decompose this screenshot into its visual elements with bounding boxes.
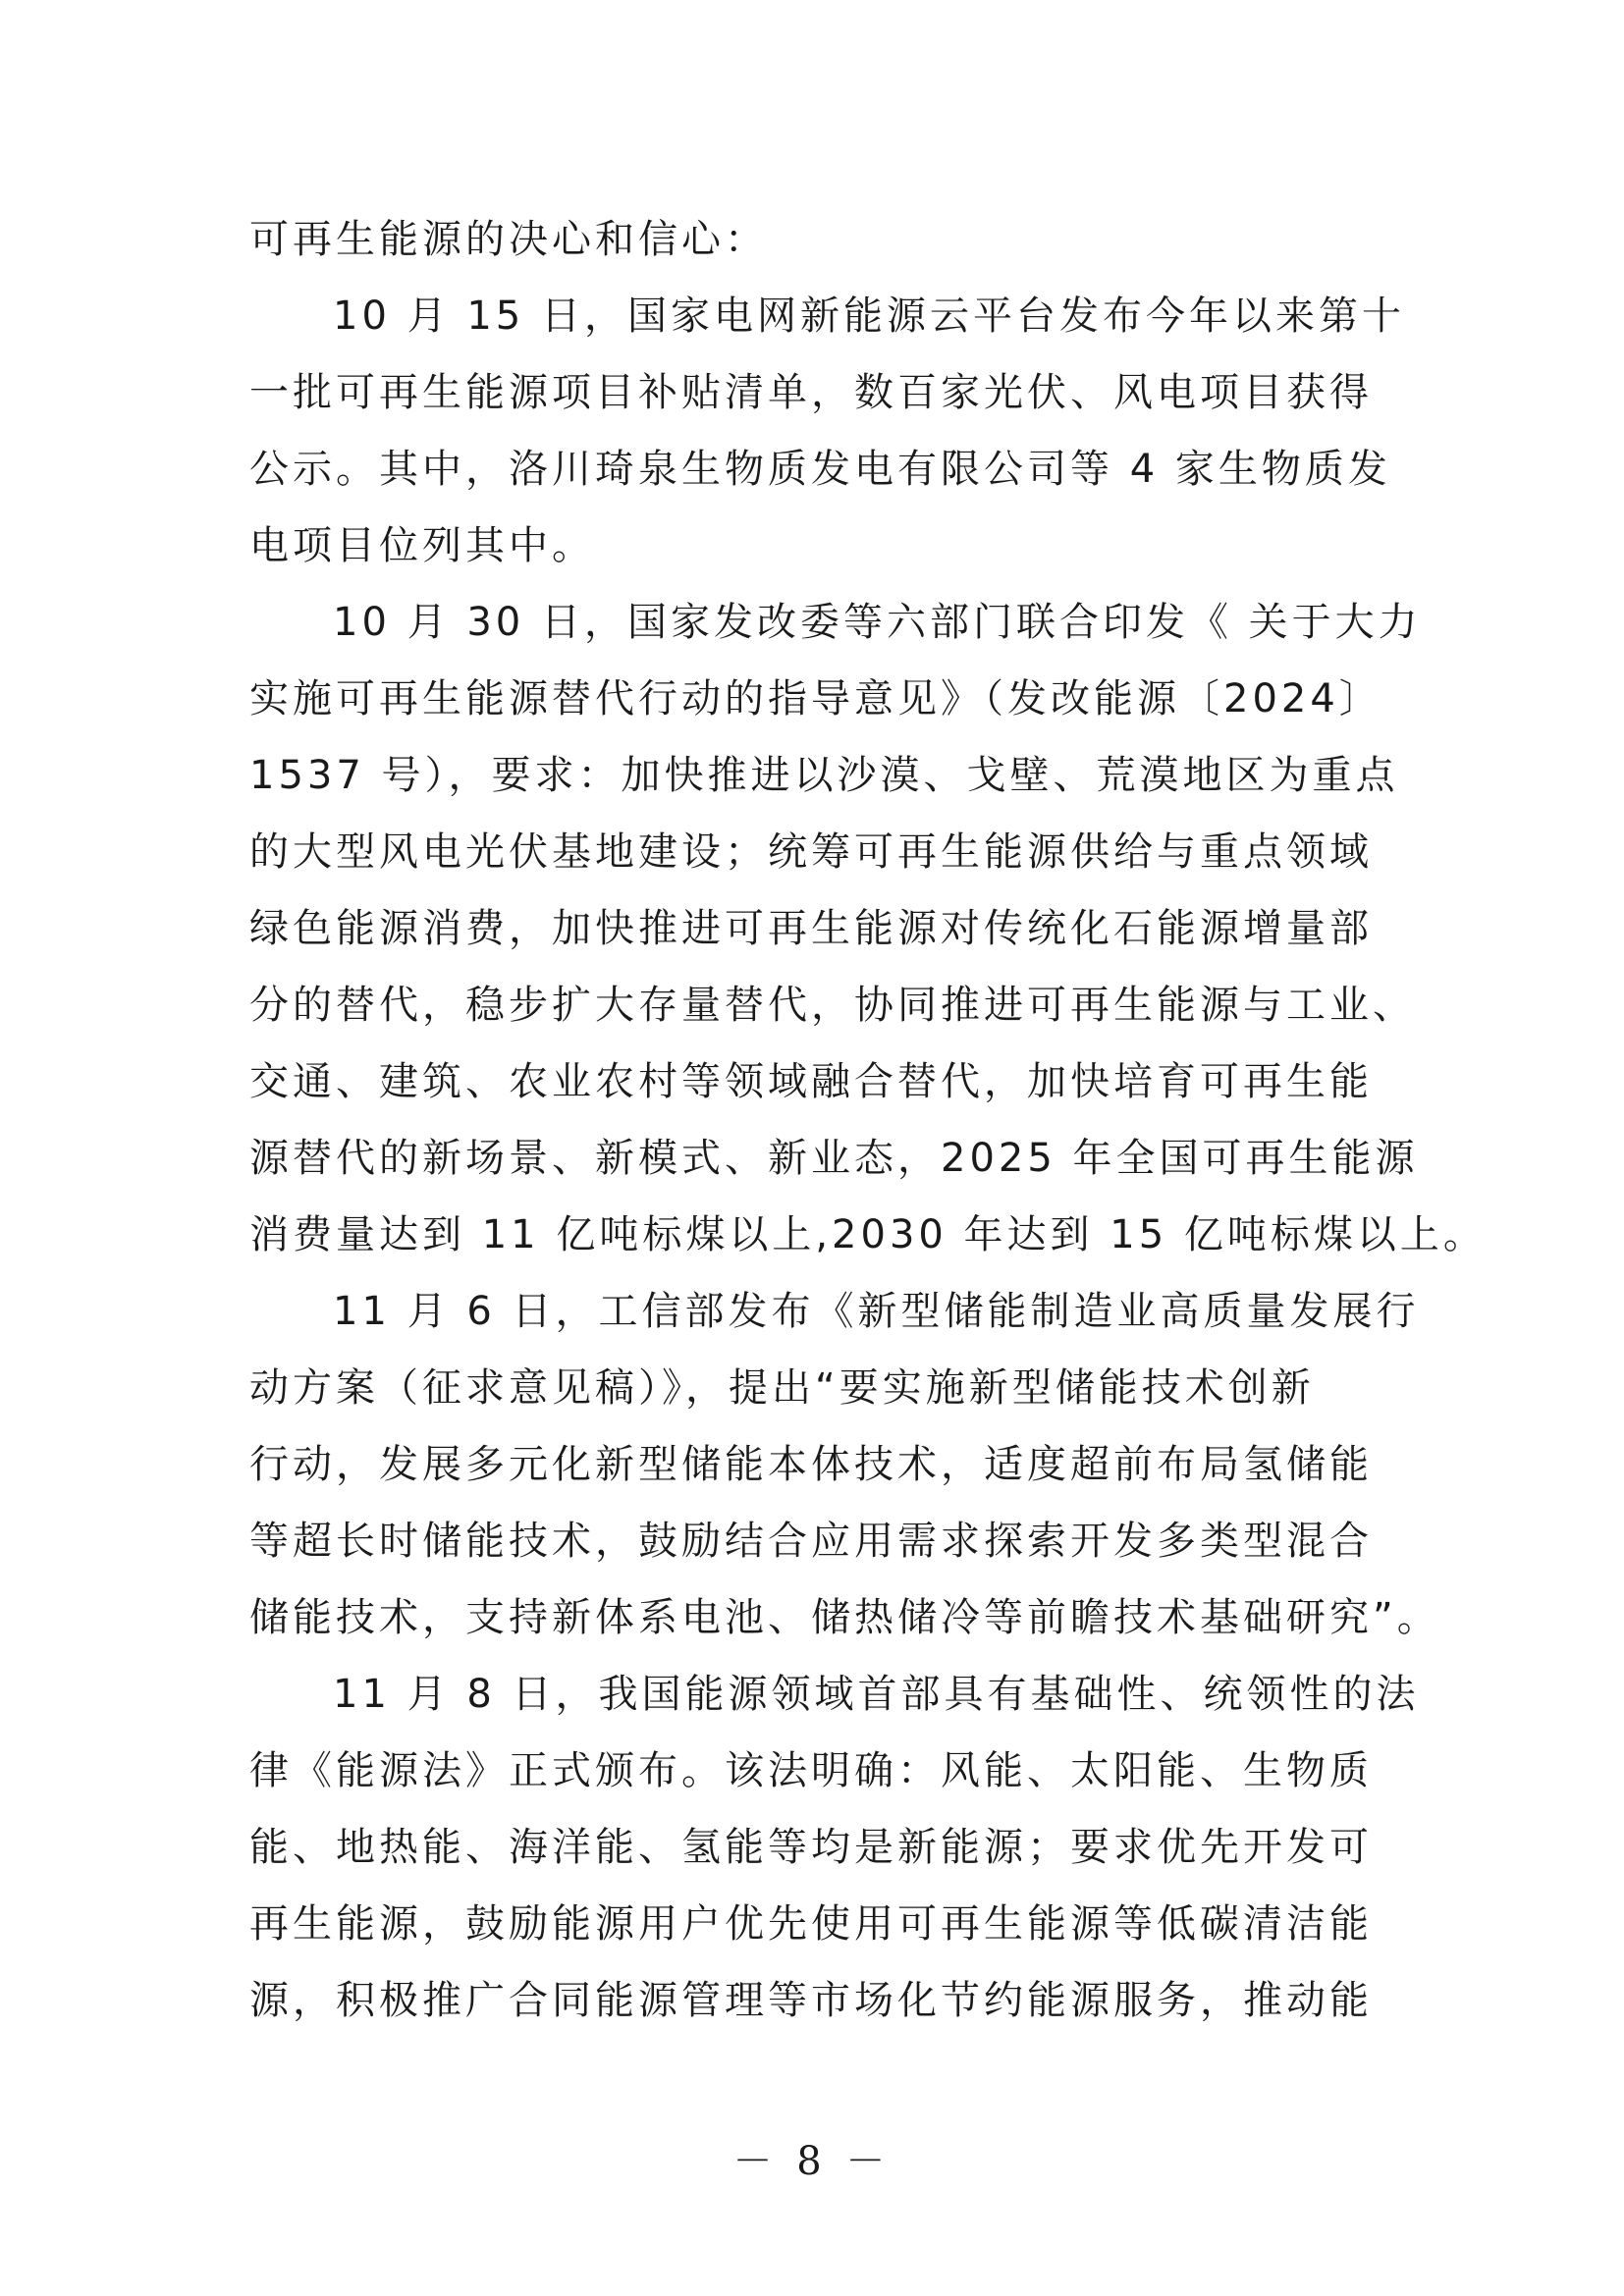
text-line: 消费量达到 11 亿吨标煤以上,2030 年达到 15 亿吨标煤以上。 <box>249 1212 1487 1257</box>
text-line: 10 月 15 日，国家电网新能源云平台发布今年以来第十 <box>333 294 1405 339</box>
text-line: 可再生能源的决心和信心： <box>249 217 768 262</box>
text-line: 电项目位列其中。 <box>249 523 595 568</box>
page-number: － 8 － <box>732 2139 892 2184</box>
text-line: 绿色能源消费，加快推进可再生能源对传统化石能源增量部 <box>249 906 1373 951</box>
text-line: 分的替代，稳步扩大存量替代，协同推进可再生能源与工业、 <box>249 983 1416 1028</box>
text-line: 行动，发展多元化新型储能本体技术，适度超前布局氢储能 <box>249 1442 1373 1487</box>
text-line: 11 月 8 日，我国能源领域首部具有基础性、统领性的法 <box>333 1672 1420 1717</box>
text-line: 公示。其中，洛川琦泉生物质发电有限公司等 4 家生物质发 <box>249 447 1391 492</box>
text-line: 交通、建筑、农业农村等领域融合替代，加快培育可再生能 <box>249 1059 1373 1104</box>
text-line: 等超长时储能技术，鼓励结合应用需求探索开发多类型混合 <box>249 1519 1373 1564</box>
body-text <box>249 201 1487 2039</box>
text-line: 11 月 6 日，工信部发布《新型储能制造业高质量发展行 <box>333 1289 1420 1334</box>
text-line: 动方案（征求意见稿）》，提出“要实施新型储能技术创新 <box>249 1365 1315 1411</box>
text-line: 一批可再生能源项目补贴清单，数百家光伏、风电项目获得 <box>249 370 1373 415</box>
text-line: 能、地热能、海洋能、氢能等均是新能源；要求优先开发可 <box>249 1825 1373 1870</box>
text-line: 实施可再生能源替代行动的指导意见》（发改能源〔2024〕 <box>249 676 1382 721</box>
text-line: 10 月 30 日，国家发改委等六部门联合印发《 关于大力 <box>333 600 1422 645</box>
text-line: 律《能源法》正式颁布。该法明确：风能、太阳能、生物质 <box>249 1748 1373 1793</box>
text-line: 的大型风电光伏基地建设；统筹可再生能源供给与重点领域 <box>249 829 1373 875</box>
text-line: 储能技术，支持新体系电池、储热储冷等前瞻技术基础研究”。 <box>249 1595 1440 1640</box>
text-line: 再生能源，鼓励能源用户优先使用可再生能源等低碳清洁能 <box>249 1901 1373 1947</box>
text-line: 1537 号），要求：加快推进以沙漠、戈壁、荒漠地区为重点 <box>249 753 1399 798</box>
text-line: 源替代的新场景、新模式、新业态，2025 年全国可再生能源 <box>249 1136 1419 1181</box>
text-line: 源，积极推广合同能源管理等市场化节约能源服务，推动能 <box>249 1978 1373 2023</box>
